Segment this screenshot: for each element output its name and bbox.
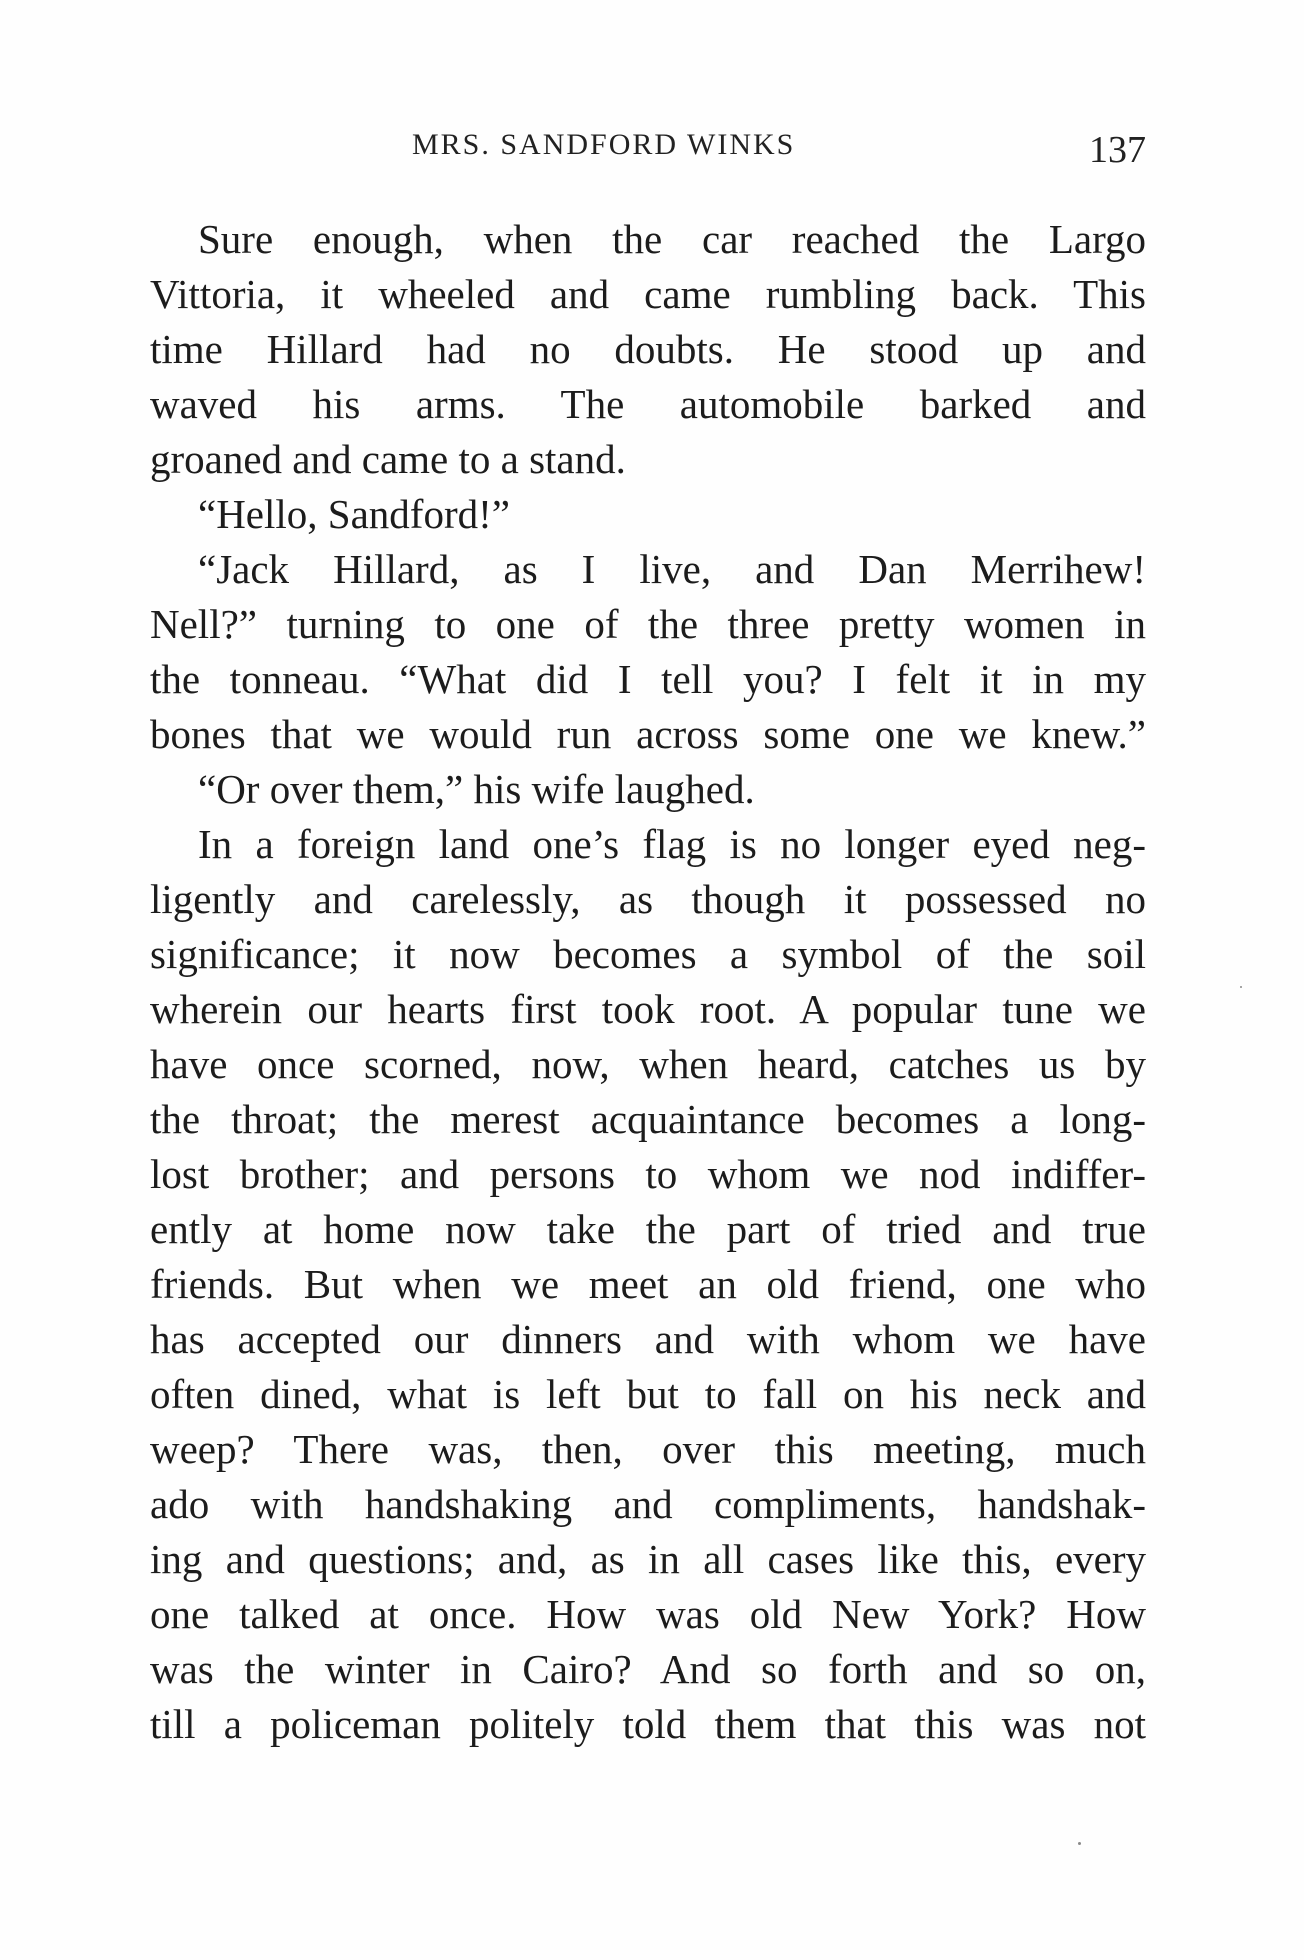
text-line: Sure enough, when the car reached the Largo bbox=[198, 216, 1146, 262]
text-line: Vittoria, it wheeled and came rumbling back. This bbox=[150, 271, 1146, 317]
text-line: “Hello, Sandford!” bbox=[198, 491, 510, 537]
text-line: time Hillard had no doubts. He stood up and bbox=[150, 326, 1146, 372]
text-line: significance; it now becomes a symbol of the soil bbox=[150, 931, 1146, 977]
paper-speck bbox=[1240, 986, 1242, 988]
text-line: ing and questions; and, as in all cases like this, every bbox=[150, 1536, 1146, 1582]
text-line: the throat; the merest acquaintance becomes a long- bbox=[150, 1096, 1146, 1142]
text-line: wherein our hearts first took root. A popular tune we bbox=[150, 986, 1146, 1032]
page-number: 137 bbox=[1089, 129, 1146, 171]
text-line: waved his arms. The automobile barked and bbox=[150, 381, 1146, 427]
text-line: ado with handshaking and compliments, handshak- bbox=[150, 1481, 1146, 1527]
text-line: has accepted our dinners and with whom we have bbox=[150, 1316, 1146, 1362]
text-line: friends. But when we meet an old friend, one who bbox=[150, 1261, 1146, 1307]
text-line: lost brother; and persons to whom we nod indiffer- bbox=[150, 1151, 1146, 1197]
text-line: was the winter in Cairo? And so forth and so on, bbox=[150, 1646, 1146, 1692]
running-title: MRS. SANDFORD WINKS bbox=[412, 128, 796, 161]
text-line: groaned and came to a stand. bbox=[150, 436, 626, 482]
text-line: “Or over them,” his wife laughed. bbox=[198, 766, 755, 812]
text-line: the tonneau. “What did I tell you? I felt it in my bbox=[150, 656, 1146, 702]
text-line: bones that we would run across some one we knew.” bbox=[150, 711, 1146, 757]
text-line: In a foreign land one’s flag is no longer eyed neg- bbox=[198, 821, 1146, 867]
text-line: one talked at once. How was old New York? How bbox=[150, 1591, 1146, 1637]
text-line: Nell?” turning to one of the three pretty women in bbox=[150, 601, 1146, 647]
body-text bbox=[150, 212, 1146, 1752]
text-line: ligently and carelessly, as though it possessed no bbox=[150, 876, 1146, 922]
text-line: often dined, what is left but to fall on his neck and bbox=[150, 1371, 1146, 1417]
text-line: ently at home now take the part of tried and true bbox=[150, 1206, 1146, 1252]
running-head bbox=[150, 128, 1146, 172]
text-line: weep? There was, then, over this meeting, much bbox=[150, 1426, 1146, 1472]
text-line: till a policeman politely told them that this was not bbox=[150, 1701, 1146, 1747]
text-line: “Jack Hillard, as I live, and Dan Merrihew! bbox=[198, 546, 1146, 592]
paper-speck bbox=[1078, 1842, 1081, 1845]
text-line: have once scorned, now, when heard, catches us by bbox=[150, 1041, 1146, 1087]
